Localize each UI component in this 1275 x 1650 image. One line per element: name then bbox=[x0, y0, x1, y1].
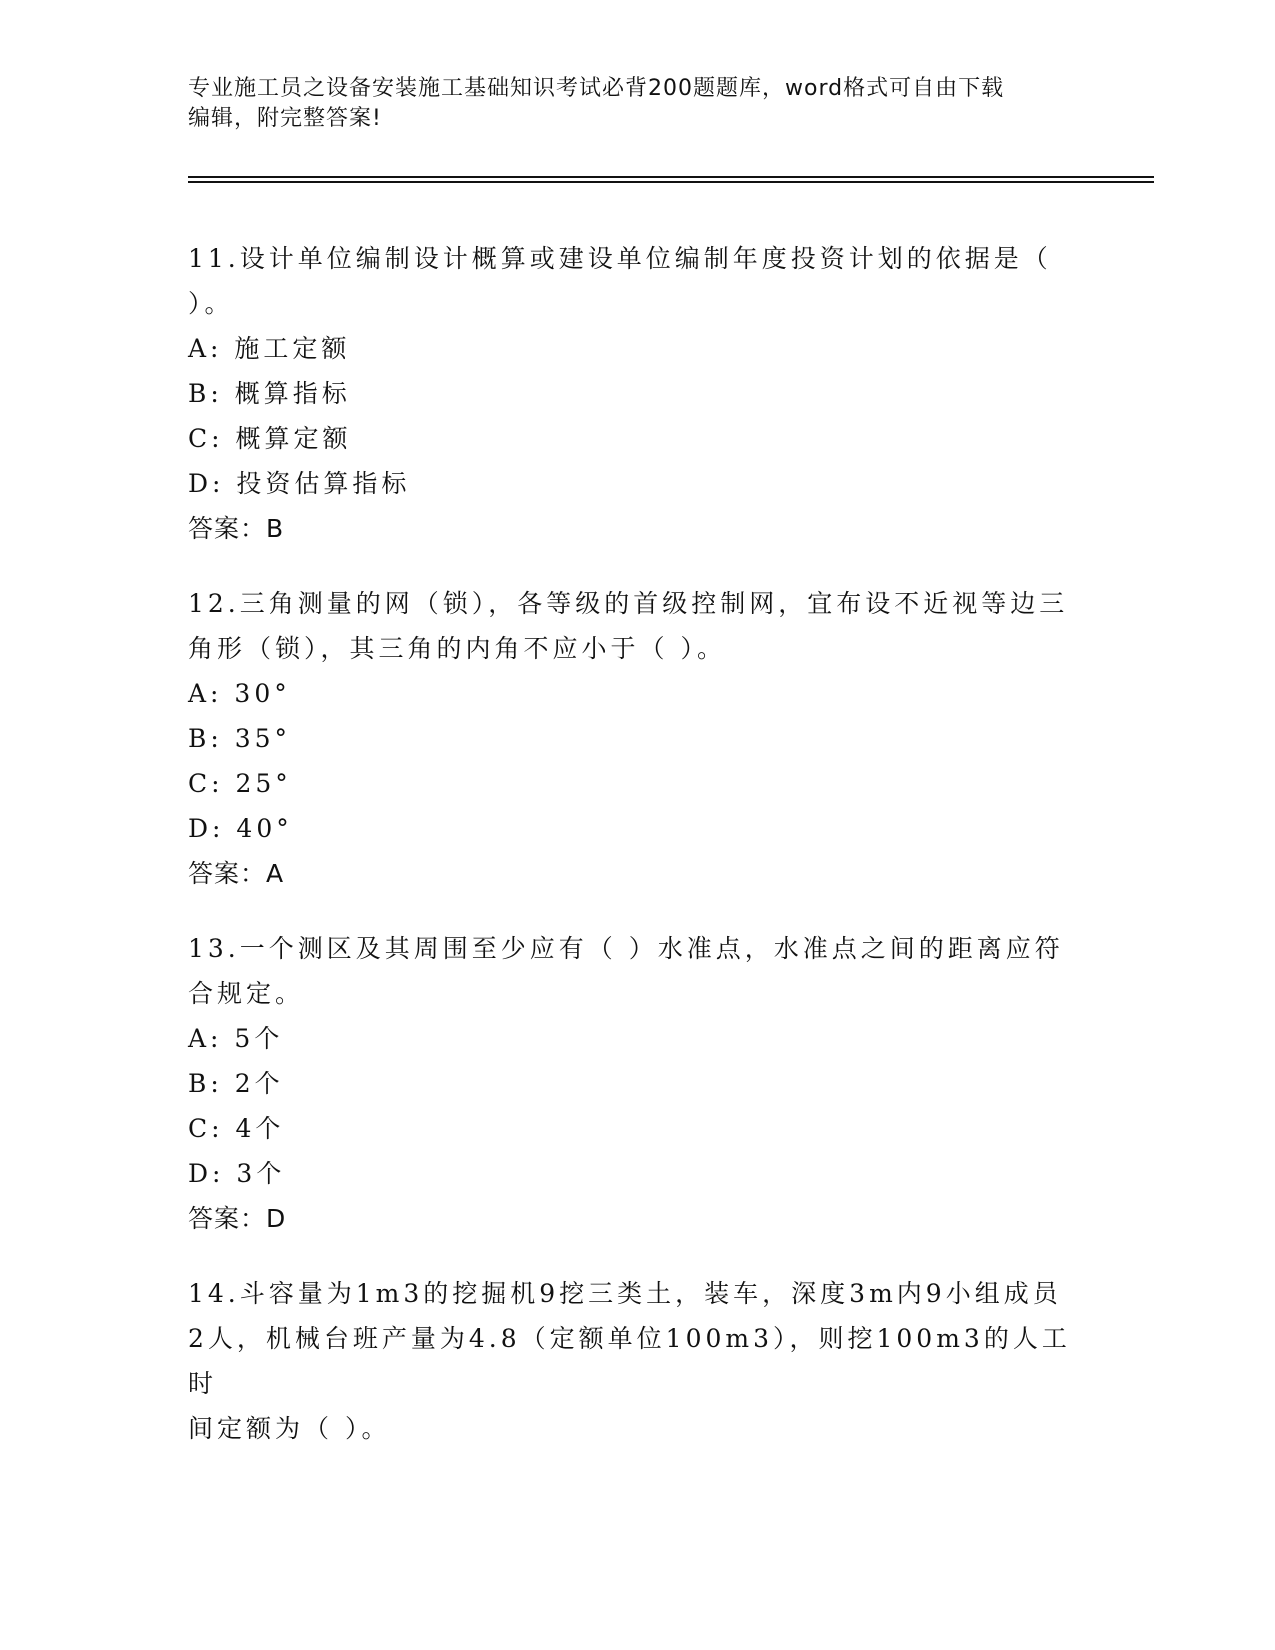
question-text-line: 角形（锁），其三角的内角不应小于（ ）。 bbox=[188, 634, 726, 663]
header-divider-bottom bbox=[188, 181, 1154, 183]
question-text-line: 12.三角测量的网（锁），各等级的首级控制网，宜布设不近视等边三 bbox=[188, 589, 1069, 618]
question-text-line: 合规定。 bbox=[188, 979, 305, 1008]
option-d: D: 3个 bbox=[188, 1159, 286, 1188]
question-text-line: ）。 bbox=[188, 289, 234, 318]
answer-label: 答案：D bbox=[188, 1204, 287, 1233]
option-c: C: 4个 bbox=[188, 1114, 285, 1143]
option-b: B: 概算指标 bbox=[188, 379, 351, 408]
header-line-1: 专业施工员之设备安装施工基础知识考试必背200题题库，word格式可自由下载 bbox=[188, 76, 1005, 101]
option-a: A: 30° bbox=[188, 679, 291, 708]
header-line-2: 编辑，附完整答案! bbox=[188, 106, 382, 131]
document-header bbox=[188, 74, 1088, 134]
option-d: D: 40° bbox=[188, 814, 293, 843]
option-c: C: 25° bbox=[188, 769, 292, 798]
option-b: B: 2个 bbox=[188, 1069, 284, 1098]
answer-label: 答案：B bbox=[188, 514, 285, 543]
question-text-line: 14.斗容量为1m3的挖掘机9挖三类土，装车，深度3m内9小组成员 bbox=[188, 1279, 1062, 1308]
question-text-line: 13.一个测区及其周围至少应有（ ）水准点，水准点之间的距离应符 bbox=[188, 934, 1064, 963]
question-11 bbox=[188, 236, 1088, 551]
answer-label: 答案：A bbox=[188, 859, 285, 888]
question-text-line: 2人，机械台班产量为4.8（定额单位100m3），则挖100m3的人工时 bbox=[188, 1324, 1071, 1398]
question-text-line: 11.设计单位编制设计概算或建设单位编制年度投资计划的依据是（ bbox=[188, 244, 1052, 273]
option-a: A: 5个 bbox=[188, 1024, 284, 1053]
option-b: B: 35° bbox=[188, 724, 292, 753]
option-d: D: 投资估算指标 bbox=[188, 469, 411, 498]
question-12 bbox=[188, 581, 1088, 896]
question-14 bbox=[188, 1271, 1088, 1451]
question-text-line: 间定额为（ ）。 bbox=[188, 1414, 391, 1443]
question-13 bbox=[188, 926, 1088, 1241]
option-c: C: 概算定额 bbox=[188, 424, 352, 453]
option-a: A: 施工定额 bbox=[188, 334, 351, 363]
header-divider-top bbox=[188, 176, 1154, 178]
question-list bbox=[188, 236, 1088, 1481]
